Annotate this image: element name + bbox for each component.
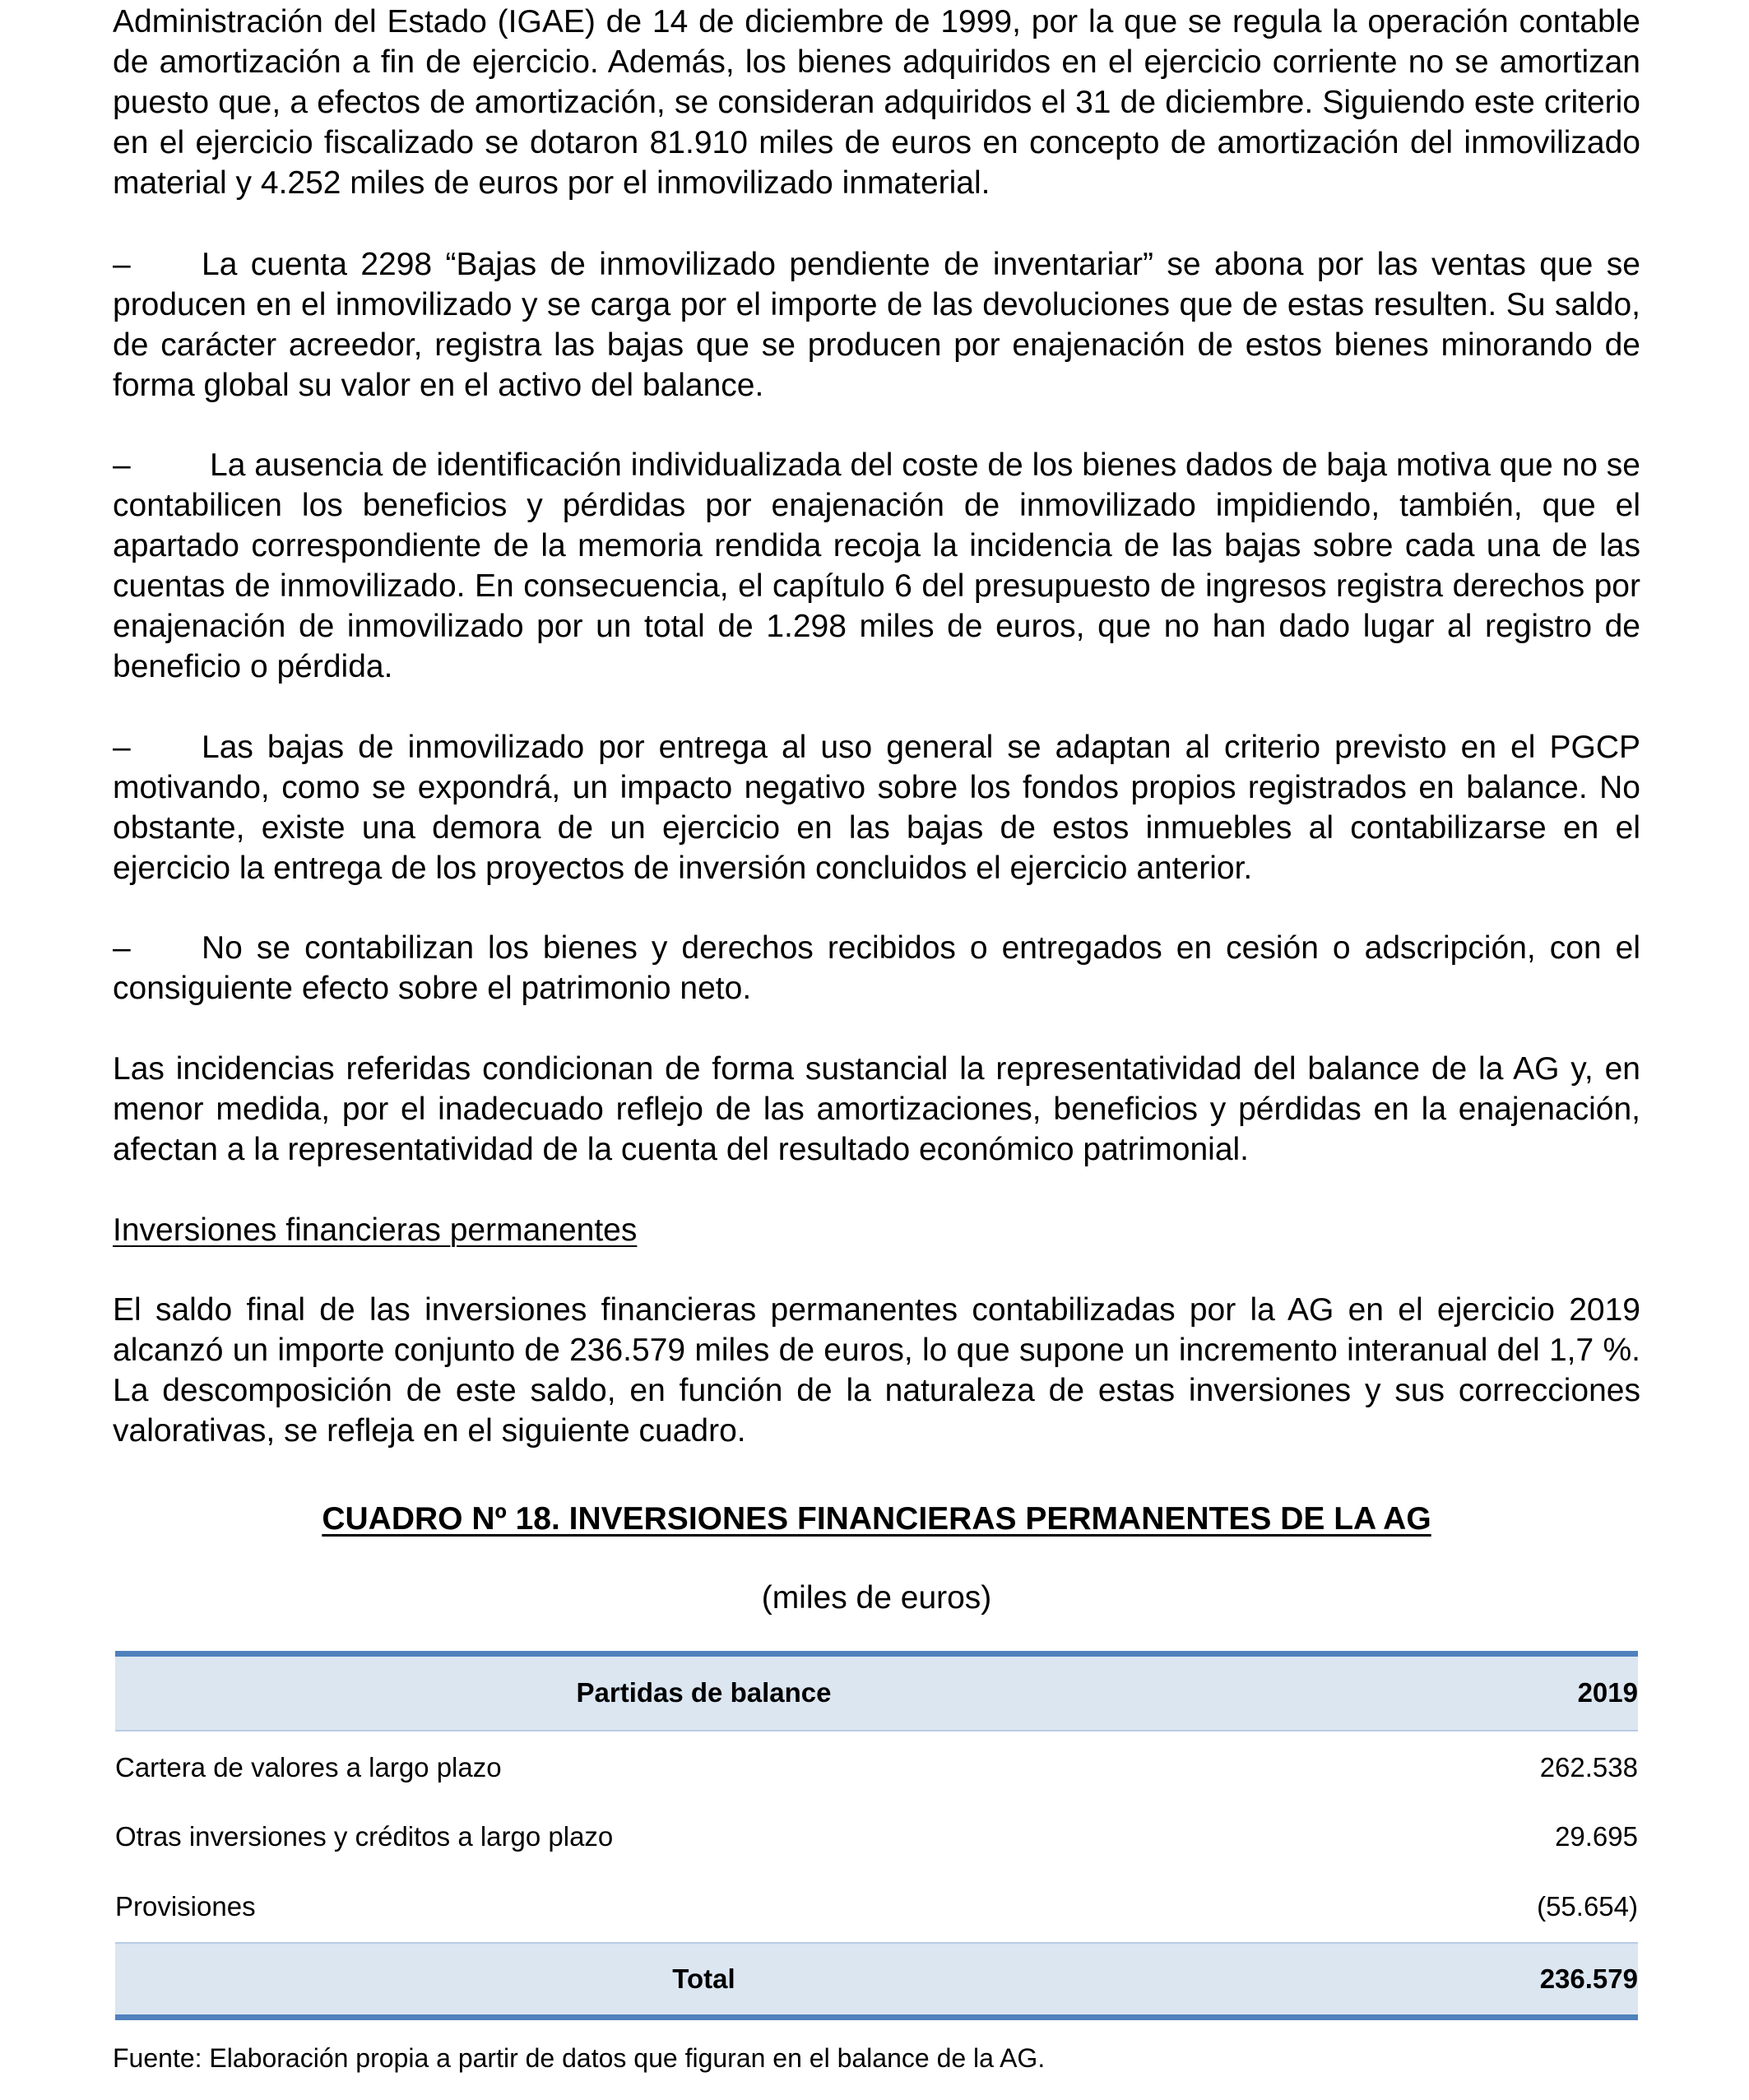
bullet-text: Las bajas de inmovilizado por entrega al uso general se adaptan al criterio previsto en el PGCP motivando, como se expondrá, un impacto negativo sobre los fondos propios registrados en balance. No obstante, existe una demora de un ejercicio en las bajas de estos inmuebles al contabilizarse en el ejercicio la entrega de los proyectos de inversión concluidos el ejercicio anterior. <box>113 730 1640 886</box>
bullet-dash: – <box>113 447 131 483</box>
table-row <box>115 1731 1638 1801</box>
paragraph-incidencias: Las incidencias referidas condicionan de forma sustancial la representatividad del balance de la AG y, en menor medida, por el inadecuado reflejo de las amortizaciones, beneficios y pérdidas en la enajenación, afectan a la representatividad de la cuenta del resultado económico patrimonial. <box>113 1051 1640 1167</box>
bullet-item-cuenta-2298 <box>113 244 1640 406</box>
bullet-item-bajas-uso-general <box>113 727 1640 888</box>
bullet-text: No se contabilizan los bienes y derechos recibidos o entregados en cesión o adscripción, con el consiguiente efecto sobre el patrimonio neto. <box>113 930 1640 1006</box>
paragraph-saldo-final: El saldo final de las inversiones financieras permanentes contabilizadas por la AG en el ejercicio 2019 alcanzó un importe conjunto de 236.579 miles de euros, lo que supone un incremento interanual del 1,7 %. La descomposición de este saldo, en función de la naturaleza de estas inversiones y sus correcciones valorativas, se refleja en el siguiente cuadro. <box>113 1292 1640 1449</box>
table-row <box>115 1872 1638 1943</box>
bullet-item-cesion-adscripcion <box>113 928 1640 1008</box>
table-source-note: Fuente: Elaboración propia a partir de datos que figuran en el balance de la AG. <box>113 2043 1046 2073</box>
row-value: (55.654) <box>1537 1891 1638 1922</box>
bullet-dash: – <box>113 730 131 765</box>
bullet-text: La ausencia de identificación individualizada del coste de los bienes dados de baja motiva que no se contabilicen los beneficios y pérdidas por enajenación de inmovilizado impidiendo, también, que el apartado correspondiente de la memoria rendida recoja la incidencia de las bajas sobre cada una de las cuentas de inmovilizado. En consecuencia, el capítulo 6 del presupuesto de ingresos registra derechos por enajenación de inmovilizado por un total de 1.298 miles de euros, que no han dado lugar al registro de beneficio o pérdida. <box>113 447 1640 684</box>
header-year: 2019 <box>1577 1677 1638 1708</box>
total-value: 236.579 <box>1539 1963 1638 1994</box>
table-title <box>113 1499 1640 1539</box>
table-total-row <box>115 1943 1638 2018</box>
table-units: (miles de euros) <box>761 1580 992 1616</box>
bullet-item-ausencia-identificacion <box>113 445 1640 687</box>
header-partidas: Partidas de balance <box>576 1677 832 1708</box>
row-value: 262.538 <box>1539 1752 1638 1782</box>
bullet-text: La cuenta 2298 “Bajas de inmovilizado pendiente de inventariar” se abona por las ventas que se producen en el inmovilizado y se carga por el importe de las devoluciones que de estas resulten. Su saldo, de carácter acreedor, registra las bajas que se producen por enajenación de estos bienes minorando de forma global su valor en el activo del balance. <box>113 247 1640 403</box>
table-header-row <box>115 1654 1638 1731</box>
table-title-text: CUADRO Nº 18. INVERSIONES FINANCIERAS PERMANENTES DE LA AG <box>322 1501 1431 1537</box>
row-label: Otras inversiones y créditos a largo plazo <box>115 1820 614 1852</box>
paragraph-amortizacion: Administración del Estado (IGAE) de 14 de diciembre de 1999, por la que se regula la operación contable de amortización a fin de ejercicio. Además, los bienes adquiridos en el ejercicio corriente no se amortizan puesto que, a efectos de amortización, se consideran adquiridos el 31 de diciembre. Siguiendo este criterio en el ejercicio fiscalizado se dotaron 81.910 miles de euros en concepto de amortización del inmovilizado material y 4.252 miles de euros por el inmovilizado inmaterial. <box>113 4 1640 201</box>
total-label: Total <box>672 1963 735 1994</box>
bullet-dash: – <box>113 247 131 282</box>
table-row <box>115 1801 1638 1872</box>
section-subheading: Inversiones financieras permanentes <box>113 1212 638 1248</box>
row-label: Provisiones <box>115 1891 256 1922</box>
investments-table <box>115 1651 1638 2020</box>
row-value: 29.695 <box>1555 1820 1638 1852</box>
bullet-dash: – <box>113 930 131 966</box>
row-label: Cartera de valores a largo plazo <box>115 1752 502 1782</box>
